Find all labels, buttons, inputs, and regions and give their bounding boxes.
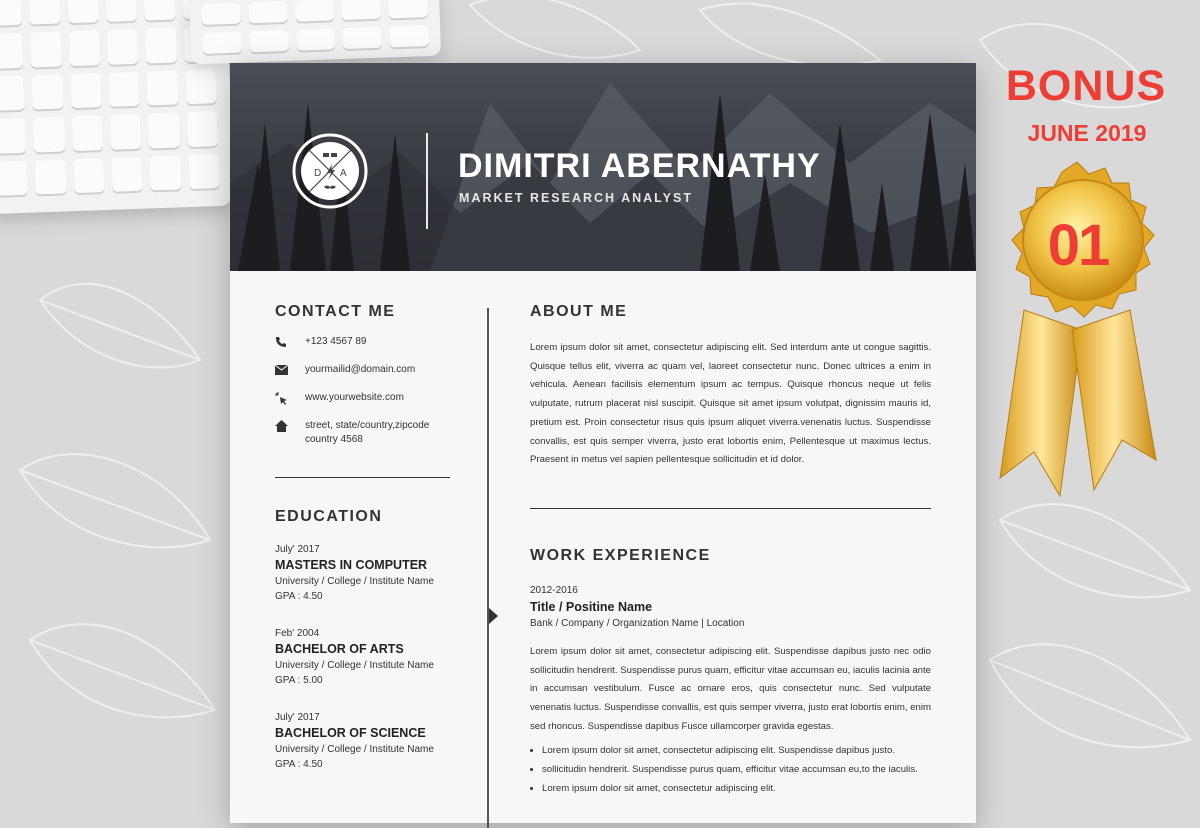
address-line-2: country 4568 (305, 434, 363, 445)
job-bullet: • Lorem ipsum dolor sit amet, consectetur adipiscing elit. Suspendisse dapibus justo. (542, 742, 931, 761)
contact-title: CONTACT ME (275, 303, 396, 320)
education-date: Feb' 2004 (275, 628, 320, 639)
left-column (275, 303, 450, 770)
home-icon (275, 419, 305, 433)
education-degree: BACHELOR OF ARTS (275, 642, 404, 656)
education-gpa: GPA : 4.50 (275, 591, 323, 602)
education-degree: BACHELOR OF SCIENCE (275, 726, 426, 740)
contact-divider (275, 477, 450, 478)
envelope-icon (275, 363, 305, 377)
about-title: ABOUT ME (530, 303, 628, 320)
job-bullet: • sollicitudin hendrerit. Suspendisse purus quam, efficitur vitae accumsan eu,to the iaculis. (542, 761, 931, 780)
work-title: WORK EXPERIENCE (530, 546, 711, 564)
about-text: Lorem ipsum dolor sit amet, consectetur adipiscing elit. Sed interdum ante ut congue sagittis. Quisque tellus elit, viverra ac quam vel, laoreet consectetur nunc. Donec ultrices a enim in vehicula. Aenean facilisis elementum ipsum ac tempus. Quisque rhoncus neque ut felis vulputate, rutrum placerat nisl suscipit. Quisque sit amet ipsum volutpat, dignissim mauris id, pretium est. Proin consectetur risus quis ipsum aliquet viverra.venenatis luctus. Suspendisse convallis, est quis semper viverra, justo erat lobortis enim, Pellentesque ut maximus lectus. Praesent in metus vel sapien pellentesque sollicitudin et id dolor. (530, 342, 931, 466)
monogram-logo (290, 131, 370, 211)
education-item (275, 712, 450, 770)
column-divider (487, 308, 489, 828)
address-line-1: street, state/country,zipcode (305, 420, 430, 431)
phone-icon (275, 335, 305, 349)
work-item (530, 585, 931, 799)
bonus-date: JUNE 2019 (1027, 120, 1147, 146)
resume-page (230, 63, 976, 823)
job-organization: Bank / Company / Organization Name | Location (530, 617, 745, 629)
contact-email-row (275, 363, 450, 377)
bonus-label: BONUS (1005, 62, 1167, 110)
education-date: July' 2017 (275, 712, 320, 723)
education-school: University / College / Institute Name (275, 576, 434, 587)
cursor-click-icon (275, 391, 305, 405)
header-divider (426, 133, 428, 229)
right-column (530, 303, 931, 799)
education-school: University / College / Institute Name (275, 744, 434, 755)
job-description: Lorem ipsum dolor sit amet, consectetur adipiscing elit. Suspendisse dapibus justo nec odio sollicitudin hendrerit. Suspendisse purus quam, efficitur vitae accumsan eu, iaculis lacinia ante in accumsan vestibulum. Fusce ac ornare eros, quis consectetur nunc. Sed vulputate venenatis luctus. Suspendisse convallis, est quis semper viverra, justo erat lobortis enim, enim sed rhoncus. Suspendisse dapibus Fusce ullamcorper gravida egestas. (530, 645, 931, 732)
education-date: July' 2017 (275, 544, 320, 555)
education-item (275, 544, 450, 602)
education-item (275, 628, 450, 686)
education-title: EDUCATION (275, 508, 383, 525)
contact-address (305, 419, 429, 447)
about-divider (530, 508, 931, 509)
logo-initial-a: A (340, 168, 347, 179)
job-bullet: • Lorem ipsum dolor sit amet, consectetur adipiscing elit. (542, 780, 931, 799)
contact-website[interactable]: www.yourwebsite.com (305, 392, 404, 403)
divider-arrow-icon (489, 608, 498, 624)
contact-email[interactable]: yourmailid@domain.com (305, 364, 416, 375)
education-degree: MASTERS IN COMPUTER (275, 558, 428, 572)
candidate-name: DIMITRI ABERNATHY (458, 147, 821, 185)
education-gpa: GPA : 4.50 (275, 759, 323, 770)
job-bullets (530, 742, 931, 798)
contact-phone: +123 4567 89 (305, 336, 367, 347)
job-title: Title / Positine Name (530, 599, 653, 614)
education-gpa: GPA : 5.00 (275, 675, 323, 686)
contact-phone-row (275, 335, 450, 349)
logo-initial-d: D (314, 168, 322, 179)
contact-address-row (275, 419, 450, 447)
job-date: 2012-2016 (530, 584, 578, 596)
medal-number: 01 (1047, 213, 1109, 278)
contact-website-row (275, 391, 450, 405)
education-school: University / College / Institute Name (275, 660, 434, 671)
keyboard-keys-decoration (189, 0, 441, 64)
resume-header (230, 63, 976, 271)
candidate-role: MARKET RESEARCH ANALYST (459, 191, 693, 205)
